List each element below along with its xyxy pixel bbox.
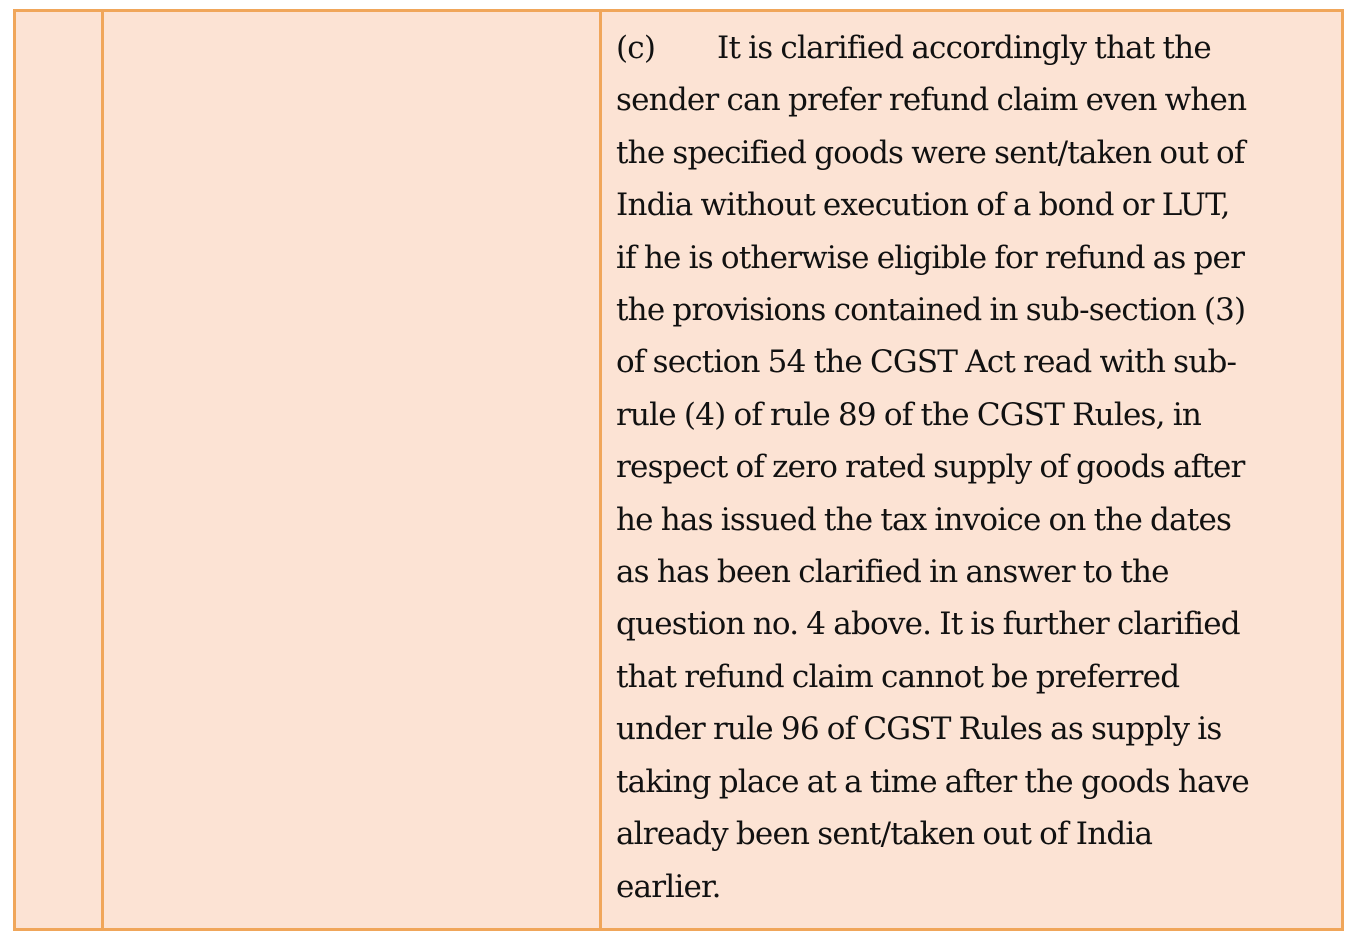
question-cell [104,12,602,928]
answer-body: It is clarified accordingly that the sender can prefer refund claim even when the specified goods were sent/taken out of India without execution of a bond or LUT, if he is otherwise eligible for refund as per the provisions contained in sub-section (3) of section 54 the CGST Act read with sub- rule (4) of rule 89 of the CGST Rules, in respect of zero rated supply of goods after he has issued the tax invoice on the dates as has been clarified in answer to the question no. 4 above. It is further clarified that refund claim cannot be preferred under rule 96 of CGST Rules as supply is taking place at a time after the goods have already been sent/taken out of India earlier. [616,30,1249,905]
faq-table-row [13,9,1344,931]
serial-number-cell [16,12,104,928]
answer-paragraph [616,22,1335,913]
answer-cell [602,12,1341,928]
answer-clause-label: (c) [616,30,656,66]
